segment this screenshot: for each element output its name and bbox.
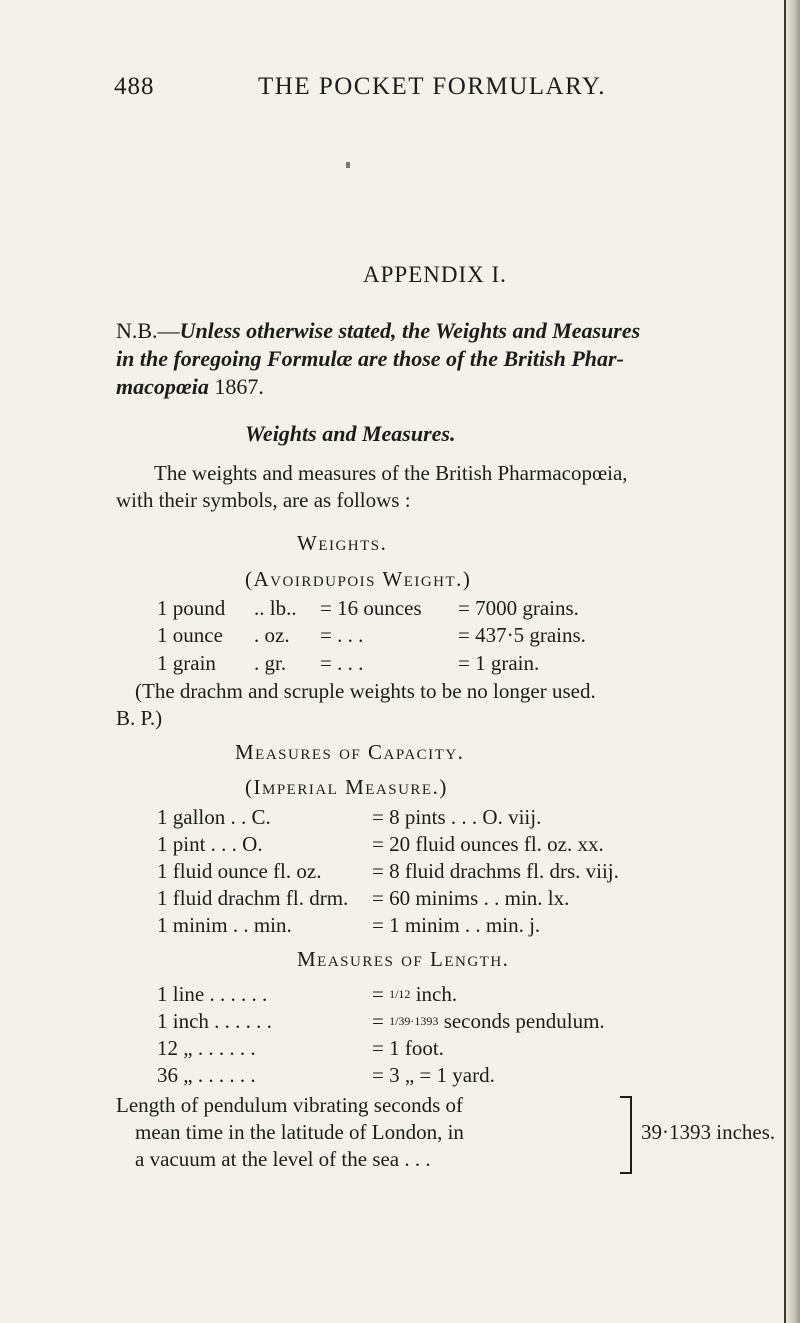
length-row-name: 1 line . . . . . . [157,982,268,1006]
capacity-row-name: 1 pint . . . O. [157,832,263,856]
note-lead: N.B.— [116,318,180,343]
weight-row-symbol: . gr. [254,651,287,675]
capacity-row-name: 1 fluid drachm fl. drm. [157,886,349,910]
pendulum-value: 39·1393 inches. [641,1120,776,1144]
appendix-title: APPENDIX I. [363,262,507,287]
note-line-2: in the foregoing Formulæ are those of the British Phar- [116,346,624,371]
print-mark [346,162,350,168]
pendulum-line-3: a vacuum at the level of the sea . . . [135,1147,431,1171]
page-edge [786,0,800,1323]
weight-row-eq2: = 1 grain. [458,651,540,675]
length-row-name: 12 „ . . . . . . [157,1036,256,1060]
length-eq-start: = [372,1009,390,1033]
length-row-eq [372,1009,605,1034]
length-eq-rest: seconds pendulum. [438,1009,605,1033]
intro-line-2: with their symbols, are as follows : [116,488,411,512]
length-heading: Measures of Length. [297,947,510,971]
weight-row-eq: = 16 ounces [320,596,422,620]
capacity-subheading: (Imperial Measure.) [245,775,448,799]
weights-subheading: (Avoirdupois Weight.) [245,567,472,591]
weight-row-name: 1 ounce [157,623,223,647]
page-border-line [784,0,786,1323]
weight-row-symbol: .. lb.. [254,596,297,620]
weight-row-eq2: = 7000 grains. [458,596,579,620]
length-eq-start: = [372,982,390,1006]
right-brace [620,1096,632,1174]
weight-row-eq: = . . . [320,623,364,647]
section-subheading: Weights and Measures. [245,421,456,446]
capacity-heading: Measures of Capacity. [235,740,465,764]
capacity-row-name: 1 gallon . . C. [157,805,271,829]
length-row-eq: = 1 foot. [372,1036,444,1060]
length-fraction: 1/12 [389,987,411,1001]
weights-note-line-1: (The drachm and scruple weights to be no longer used. [135,679,596,703]
intro-line-1: The weights and measures of the British Pharmacopœia, [154,461,628,485]
running-title: THE POCKET FORMULARY. [258,73,606,100]
weight-row-name: 1 pound [157,596,226,620]
capacity-row-eq: = 8 pints . . . O. viij. [372,805,542,829]
weight-row-name: 1 grain [157,651,216,675]
length-row-eq [372,982,457,1007]
pendulum-line-2: mean time in the latitude of London, in [135,1120,464,1144]
weight-row-eq2: = 437·5 grains. [458,623,586,647]
note-text-1: Unless otherwise stated, the Weights and Measures [179,318,641,343]
weights-note-line-2: B. P.) [116,706,163,730]
capacity-row-name: 1 minim . . min. [157,913,292,937]
length-row-name: 36 „ . . . . . . [157,1063,256,1087]
length-fraction: 1/39·1393 [389,1014,439,1028]
capacity-row-eq: = 20 fluid ounces fl. oz. xx. [372,832,604,856]
note-year: 1867. [208,374,264,399]
weight-row-symbol: . oz. [254,623,290,647]
capacity-row-eq: = 1 minim . . min. j. [372,913,541,937]
length-row-eq: = 3 „ = 1 yard. [372,1063,495,1087]
note-line-1 [116,318,640,344]
note-line-3 [116,374,264,400]
weight-row-eq: = . . . [320,651,364,675]
capacity-row-name: 1 fluid ounce fl. oz. [157,859,322,883]
weights-heading: Weights. [297,531,388,555]
capacity-row-eq: = 60 minims . . min. lx. [372,886,570,910]
length-eq-rest: inch. [410,982,458,1006]
length-row-name: 1 inch . . . . . . [157,1009,272,1033]
note-text-3: macopœia [116,374,209,399]
pendulum-line-1: Length of pendulum vibrating seconds of [116,1093,464,1117]
capacity-row-eq: = 8 fluid drachms fl. drs. viij. [372,859,619,883]
page-number: 488 [114,73,155,100]
